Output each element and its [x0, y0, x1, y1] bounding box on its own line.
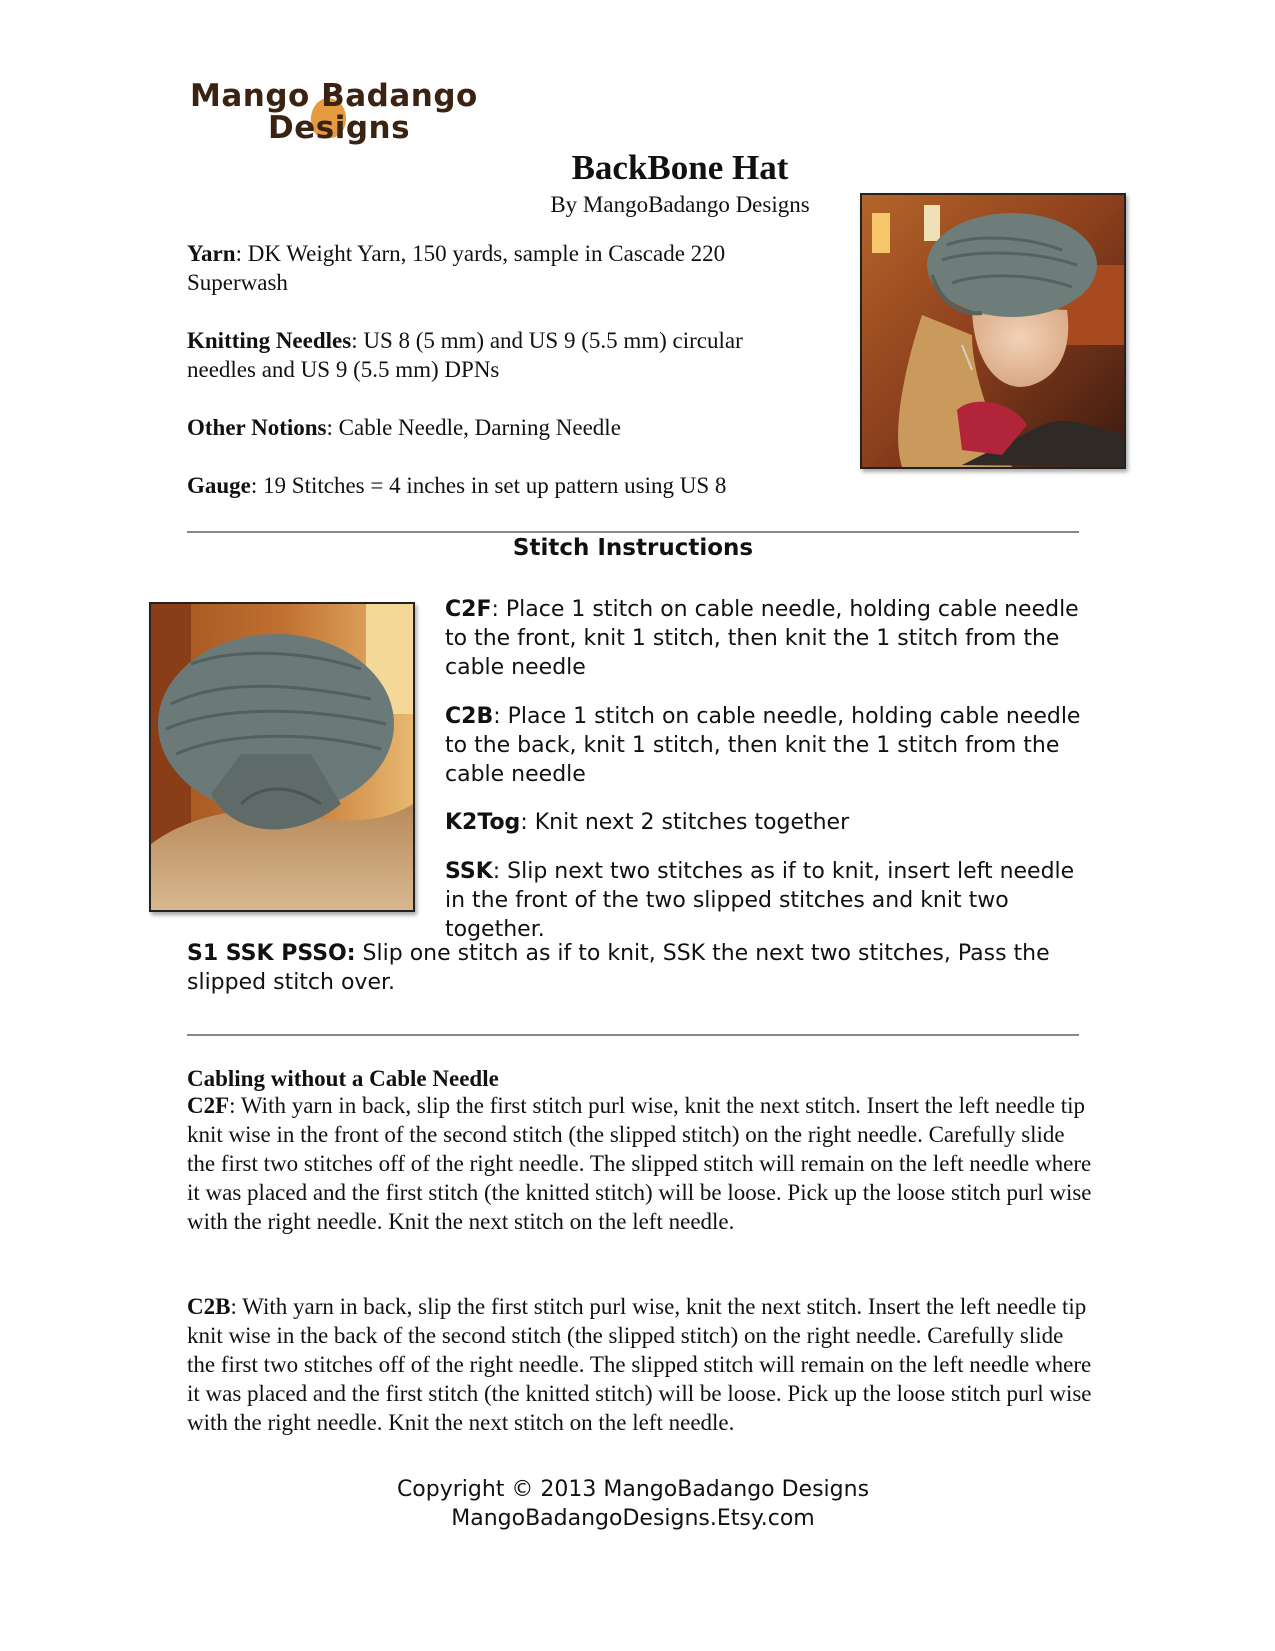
divider	[187, 531, 1079, 533]
stitch-instructions-heading: Stitch Instructions	[512, 535, 754, 561]
cabling-c2b-label: C2B	[187, 1294, 231, 1319]
materials-notions	[187, 413, 827, 442]
notions-text: : Cable Needle, Darning Needle	[326, 415, 621, 440]
stitch-s1sskpsso	[187, 939, 1087, 997]
hat-side-photo-image	[862, 195, 1124, 467]
stitch-s1sskpsso-text: Slip one stitch as if to knit, SSK the next two stitches, Pass the slipped stitch over.	[187, 941, 1050, 995]
stitch-ssk	[445, 857, 1095, 944]
stitch-c2b	[445, 702, 1095, 789]
stitch-c2b-label: C2B	[445, 704, 494, 729]
notions-label: Other Notions	[187, 415, 327, 440]
cabling-c2b-text: : With yarn in back, slip the first stitch purl wise, knit the next stitch. Insert the left needle tip knit wise in the back of the second stitch (the slipped stitch) on the right needle. Carefully slide the first two stitches off of the right needle. The slipped stitch will remain on the left needle where it was placed and the first stitch (the knitted stitch) will be loose. Pick up the loose stitch purl wise with the right needle. Knit the next stitch on the left needle.	[187, 1294, 1092, 1435]
materials-yarn	[187, 239, 787, 297]
copyright-text: Copyright © 2013 MangoBadango Designs	[396, 1477, 870, 1502]
etsy-link[interactable]: MangoBadangoDesigns.Etsy.com	[451, 1506, 815, 1531]
byline: By MangoBadango Designs	[550, 192, 810, 217]
stitch-k2tog	[445, 808, 1095, 837]
stitch-c2f	[445, 595, 1095, 682]
hat-back-photo	[149, 602, 415, 912]
divider	[187, 1034, 1079, 1036]
materials-needles	[187, 326, 807, 384]
gauge-text: : 19 Stitches = 4 inches in set up pattern using US 8	[250, 473, 727, 498]
yarn-text: : DK Weight Yarn, 150 yards, sample in Cascade 220 Superwash	[187, 241, 726, 295]
brand-logo	[190, 78, 490, 148]
hat-back-photo-image	[151, 604, 413, 910]
cabling-c2b	[187, 1292, 1092, 1437]
stitch-ssk-text: : Slip next two stitches as if to knit, insert left needle in the front of the two slipped stitches and knit two together.	[445, 859, 1075, 942]
stitch-c2f-text: : Place 1 stitch on cable needle, holding cable needle to the front, knit 1 stitch, then knit the 1 stitch from the cable needle	[445, 597, 1079, 680]
page-title: BackBone Hat	[571, 148, 789, 187]
yarn-label: Yarn	[187, 241, 236, 266]
stitch-s1sskpsso-label: S1 SSK PSSO:	[187, 941, 356, 966]
footer	[187, 1475, 1079, 1533]
cabling-c2f	[187, 1091, 1092, 1236]
materials-gauge	[187, 471, 847, 500]
stitch-ssk-label: SSK	[445, 859, 493, 884]
stitch-k2tog-text: : Knit next 2 stitches together	[520, 810, 850, 835]
needles-label: Knitting Needles	[187, 328, 352, 353]
needles-text: : US 8 (5 mm) and US 9 (5.5 mm) circular needles and US 9 (5.5 mm) DPNs	[187, 328, 743, 382]
hat-side-photo	[860, 193, 1126, 469]
stitch-c2f-label: C2F	[445, 597, 492, 622]
logo-line-2: Designs	[268, 110, 411, 146]
stitch-k2tog-label: K2Tog	[445, 810, 521, 835]
cabling-heading: Cabling without a Cable Needle	[187, 1066, 499, 1091]
cabling-c2f-label: C2F	[187, 1093, 230, 1118]
stitch-c2b-text: : Place 1 stitch on cable needle, holding cable needle to the back, knit 1 stitch, then knit the 1 stitch from the cable needle	[445, 704, 1081, 787]
gauge-label: Gauge	[187, 473, 251, 498]
cabling-c2f-text: : With yarn in back, slip the first stitch purl wise, knit the next stitch. Insert the left needle tip knit wise in the front of the second stitch (the slipped stitch) on the right needle. Carefully slide the first two stitches off of the right needle. The slipped stitch will remain on the left needle where it was placed and the first stitch (the knitted stitch) will be loose. Pick up the loose stitch purl wise with the right needle. Knit the next stitch on the left needle.	[187, 1093, 1092, 1234]
logo-line-1: Mango Badango	[190, 78, 478, 114]
